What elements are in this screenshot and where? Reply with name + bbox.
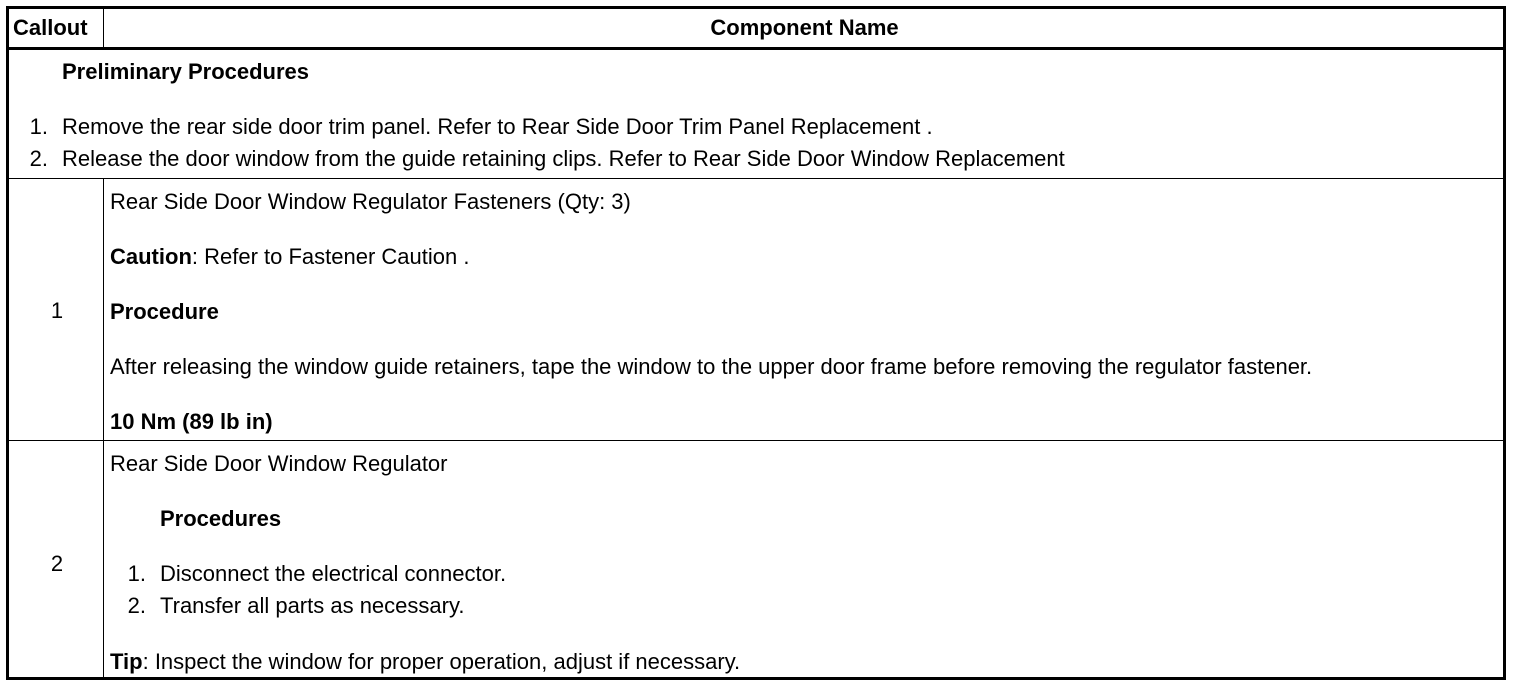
tip-line [110,649,740,675]
row-divider-preliminary [9,178,1503,179]
torque-spec: 10 Nm (89 lb in) [110,409,273,434]
procedure-step-text: Transfer all parts as necessary. [160,593,465,618]
component-name-2: Rear Side Door Window Regulator [110,451,448,476]
callout-1: 1 [50,298,64,323]
header-column-divider [103,9,104,47]
tip-text: : Inspect the window for proper operation, adjust if necessary. [142,649,741,674]
preliminary-step-number: 2. [29,146,48,171]
row-divider-1 [9,440,1503,441]
preliminary-step-number: 1. [29,114,48,139]
procedure-step-number: 2. [127,593,146,618]
procedure-title: Procedure [110,299,219,324]
caution-text: : Refer to Fastener Caution . [191,244,470,269]
preliminary-title: Preliminary Procedures [62,59,310,84]
preliminary-step-text: Release the door window from the guide retaining clips. Refer to Rear Side Door Window Replacement [62,146,1065,171]
caution-label: Caution [110,244,192,269]
header-component-name: Component Name [710,15,899,40]
column-divider [103,178,104,677]
component-table [6,6,1506,680]
header-divider [9,47,1503,50]
caution-line [110,244,469,270]
preliminary-step-text: Remove the rear side door trim panel. Refer to Rear Side Door Trim Panel Replacement . [62,114,933,139]
component-name-1: Rear Side Door Window Regulator Fasteners (Qty: 3) [110,189,631,214]
callout-2: 2 [50,551,64,576]
procedures-title: Procedures [160,506,282,531]
header-callout: Callout [13,15,88,40]
procedure-text: After releasing the window guide retainers, tape the window to the upper door frame before removing the regulator fastener. [110,354,1313,379]
procedure-step-text: Disconnect the electrical connector. [160,561,507,586]
tip-label: Tip [110,649,143,674]
procedure-step-number: 1. [127,561,146,586]
